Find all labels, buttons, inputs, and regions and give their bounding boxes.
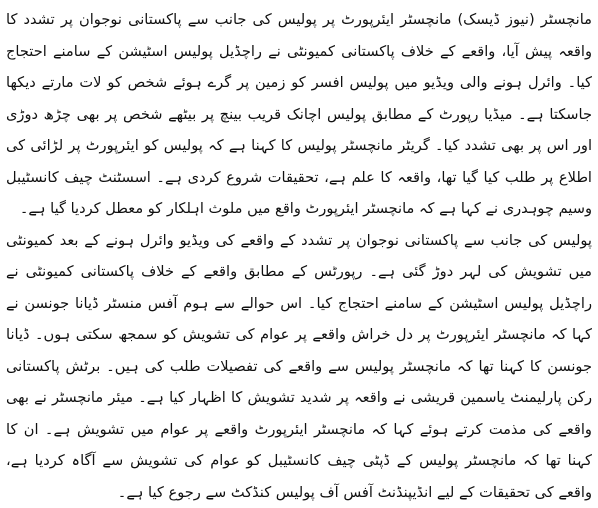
article-paragraph-2: پولیس کی جانب سے پاکستانی نوجوان پر تشدد کے واقعے کی ویڈیو وائرل ہونے کے بعد کمیونٹی میں تشویش کی لہر دوڑ گئی ہے۔ رپورٹس کے مطابق واقعے کے خلاف پاکستانی کمیونٹی نے راچڈیل پولیس اسٹیشن کے سامنے احتجاج کیا۔ اس حوالے سے ہوم آفس منسٹر ڈیانا جونسن نے کہا کہ مانچسٹر ایئرپورٹ پر دل خراش واقعے پر عوام کی تشویش کو سمجھ سکتی ہوں۔ ڈیانا جونسن کا کہنا تھا کہ مانچسٹر پولیس سے واقعے کی تفصیلات طلب کی ہیں۔ برٹش پاکستانی رکن پارلیمنٹ یاسمین قریشی نے واقعہ پر شدید تشویش کا اظہار کیا ہے۔ میئر مانچسٹر نے بھی واقعے کی مذمت کرتے ہوئے کہا کہ مانچسٹر ایئرپورٹ واقعے پر عوام میں تشویش ہے۔ ان کا کہنا تھا کہ مانچسٹر پولیس کے ڈپٹی چیف کانسٹیبل کو عوام کی تشویش سے آگاہ کردیا ہے، واقعے کی تحقیقات کے لیے انڈیپنڈنٹ آفس آف پولیس کنڈکٹ سے رجوع کیا ہے۔ <box>6 225 592 508</box>
article-paragraph-1: مانچسٹر (نیوز ڈیسک) مانچسٹر ایئرپورٹ پر پولیس کی جانب سے پاکستانی نوجوان پر تشدد کا واقعہ پیش آیا، واقعے کے خلاف پاکستانی کمیونٹی نے راچڈیل پولیس اسٹیشن کے سامنے احتجاج کیا۔ وائرل ہونے والی ویڈیو میں پولیس افسر کو زمین پر گرے ہوئے شخص کو لات مارتے دیکھا جاسکتا ہے۔ میڈیا رپورٹ کے مطابق پولیس اچانک قریب بینچ پر بیٹھے شخص پر بھی چڑھ دوڑی اور اس پر بھی تشدد کیا۔ گریٹر مانچسٹر پولیس کا کہنا ہے کہ پولیس کو ایئرپورٹ پر لڑائی کی اطلاع پر طلب کیا گیا تھا، واقعہ کا علم ہے، تحقیقات شروع کردی ہے۔ اسسٹنٹ چیف کانسٹیبل وسیم چوہدری نے کہا ہے کہ مانچسٹر ایئرپورٹ واقع میں ملوث اہلکار کو معطل کردیا گیا ہے۔ <box>6 4 592 225</box>
